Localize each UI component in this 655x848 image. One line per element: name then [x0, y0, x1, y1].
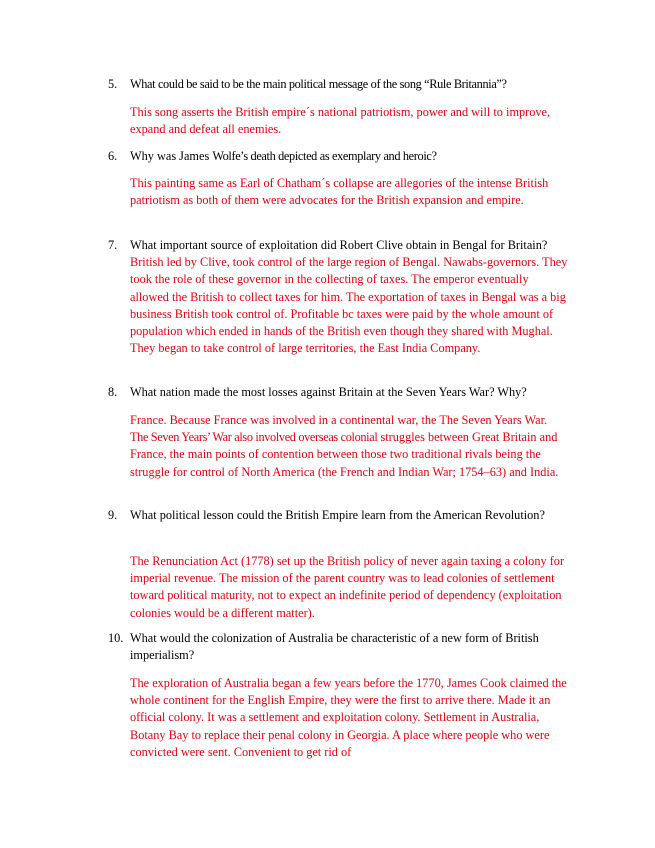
answer-5: This song asserts the British empire´s national patriotism, power and will to improve, expand and defeat all enemies. [130, 105, 551, 137]
question-text: What political lesson could the British Empire learn from the American Revolution? [130, 508, 545, 522]
question-number: 6. [108, 149, 118, 163]
question-text-part: Wolfe’s death depicted as exemplary and heroic? [212, 149, 437, 163]
answer-10: The exploration of Australia began a few years before the 1770, James Cook claimed the whole continent for the English Empire, they were the first to arrive there. Made it an official colony. It was a settlement and exploitation colony. Settlement in Australia, Botany Bay to replace their penal colony in Georgia. A place where people who were convicted were sent. Convenient to get rid of [130, 676, 567, 759]
answer-text-part: struggles between Great Britain and France, the main points of contention between those two traditional rivals being the struggle for control of North America (the French and Indian War; 1754–63) and India. [130, 430, 559, 479]
question-number: 9. [108, 508, 118, 522]
question-text-part: What important source of exploitation did Robert Clive obtain in Bengal for Britain? [130, 238, 548, 252]
question-text: What could be said to be the main political message of the song “Rule Britannia”? [130, 77, 507, 91]
answer-text-part: The Seven Years’ War also involved overseas colonial [130, 430, 378, 445]
question-text [130, 148, 568, 165]
answer-7: British led by Clive, took control of the large region of Bengal. Nawabs-governors. They took the role of these governor in the collecting of taxes. The emperor eventually allowed the British to collect taxes for him. The exportation of taxes in Bengal was a big business British took control of. Profitable bc taxes were paid by the whole amount of population which ended in hands of the British even though they shared with Mughal. They began to take control of large territories, the East India Company. [130, 255, 568, 356]
question-5 [108, 76, 568, 93]
question-number: 10. [108, 631, 124, 645]
question-7 [108, 237, 568, 357]
answer-text-part: France. Because France was involved in a continental war, the The Seven Years War. [130, 413, 548, 427]
question-number: 8. [108, 385, 118, 399]
question-6 [108, 148, 568, 165]
question-text-part: Why was James [130, 149, 213, 163]
answer-6: This painting same as Earl of Chatham´s collapse are allegories of the intense British patriotism as both of them were advocates for the British expansion and empire. [130, 176, 549, 208]
question-text: What would the colonization of Australia be characteristic of a new form of British imperialism? [130, 631, 539, 663]
question-9 [108, 507, 568, 524]
question-text: What nation made the most losses against Britain at the Seven Years War? Why? [130, 385, 527, 399]
question-number: 7. [108, 238, 118, 252]
question-text [130, 237, 568, 357]
answer-8 [130, 412, 568, 481]
question-10 [108, 630, 568, 664]
answer-9: The Renunciation Act (1778) set up the British policy of never again taxing a colony for imperial revenue. The mission of the parent country was to lead colonies of settlement toward political maturity, not to expect an indefinite period of dependency (exploitation colonies would be a different matter). [130, 554, 565, 620]
question-number: 5. [108, 77, 118, 91]
question-8 [108, 384, 568, 401]
